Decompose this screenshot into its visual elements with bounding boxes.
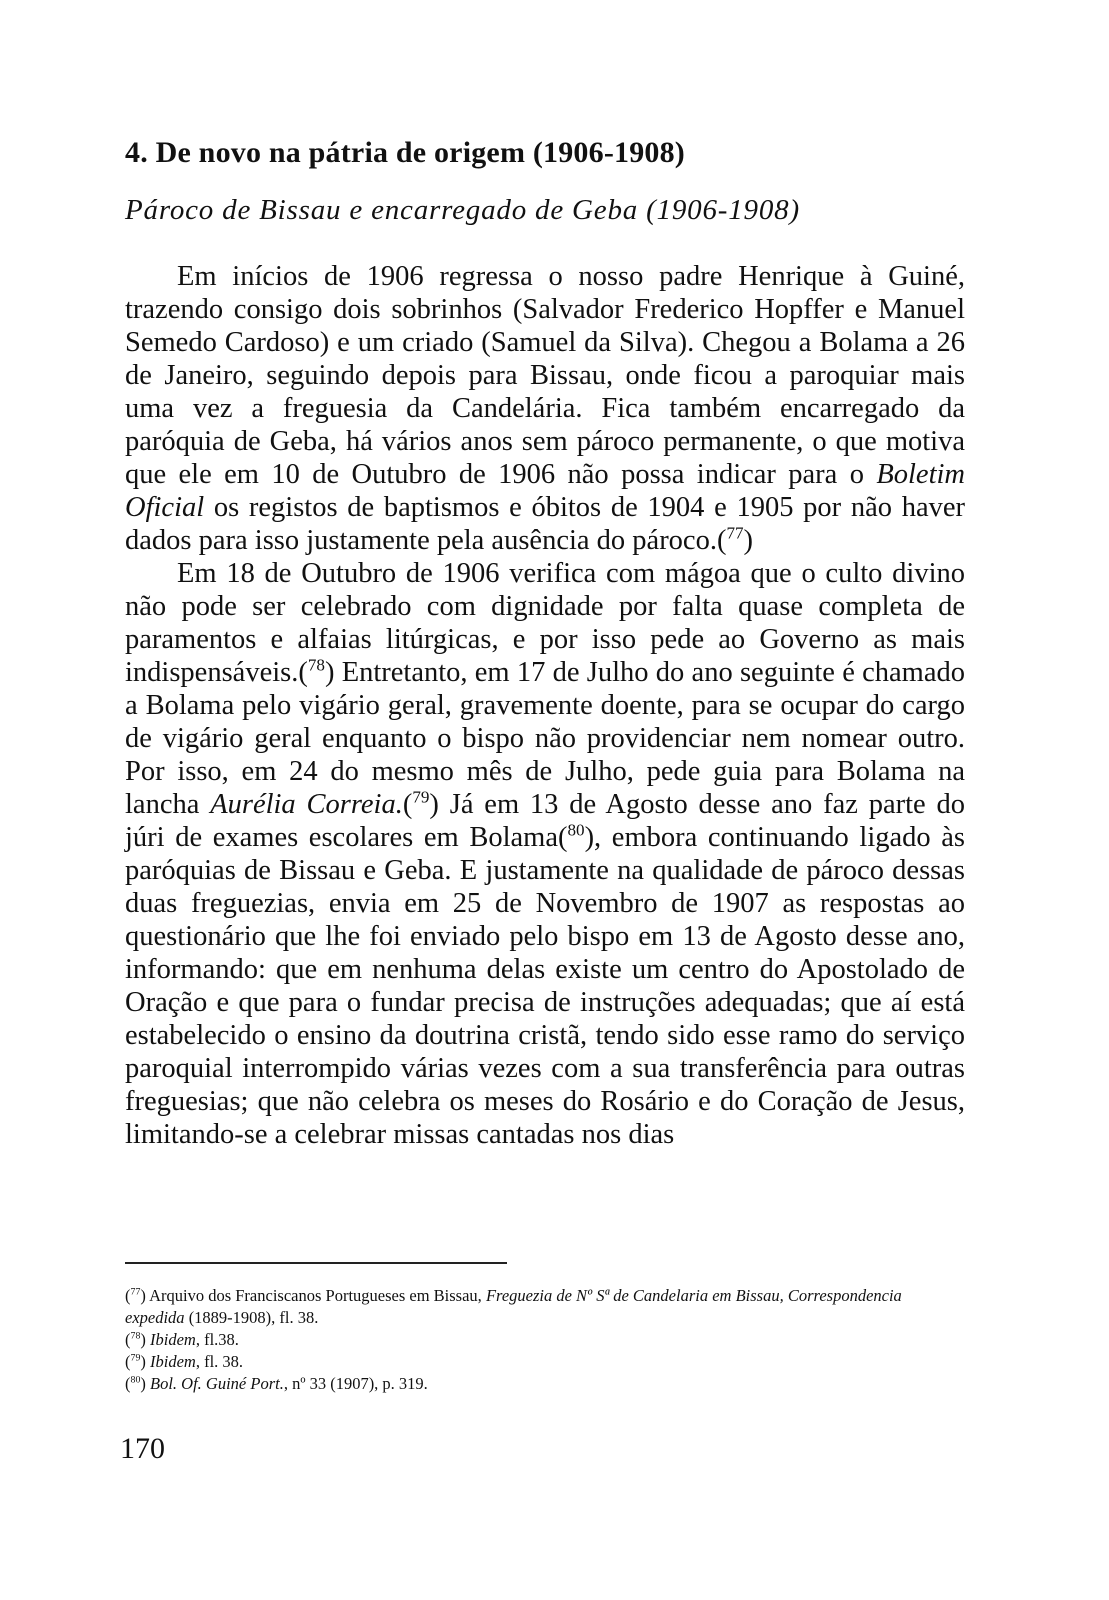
paragraph-2-text-4: ) Já em 13 de Agosto desse ano faz parte do júri de exames escolares em Bolama(	[125, 789, 965, 853]
footnote-79-number: 79	[130, 1352, 141, 1364]
paragraph-2	[125, 557, 965, 1151]
paragraph-2-text-2: ) Entretanto, em 17 de Julho do ano seguinte é chamado a Bolama pelo vigário geral, gravemente doente, para se ocupar do cargo de vigário geral enquanto o bispo não providenciar nem nomear outro. Por isso, em 24 do mesmo mês de Julho, pede guia para Bolama na lancha	[125, 657, 965, 820]
footnote-77: ($^{77}$) Arquivo dos Franciscanos Portugueses em Bissau, Freguezia de Nº Sª de Candelaria em Bissau, Correspondencia expedida (1889-1908), fl. 38.	[125, 1286, 902, 1327]
footnote-80-number: 80	[130, 1374, 141, 1386]
paragraph-2-italic-1: Aurélia Correia.	[210, 789, 403, 820]
footnote-79-italic: Ibidem	[150, 1352, 196, 1371]
paragraph-2-text-1: Em 18 de Outubro de 1906 verifica com mágoa que o culto divino não pode ser celebrado com dignidade por falta quase completa de paramentos e alfaias litúrgicas, e por isso pede ao Governo as mais indispensáveis.(	[125, 558, 965, 688]
footnote-77-italic: Freguezia de Nº Sª de Candelaria em Bissau, Correspondencia expedida	[125, 1286, 902, 1327]
footnote-78: ($^{78}$) Ibidem, fl.38.	[125, 1330, 239, 1349]
page-number: 170	[120, 1432, 165, 1465]
paragraph-1-italic-1: Boletim Oficial	[125, 459, 965, 523]
footnote-80-italic: Bol. Of. Guiné Port.	[150, 1374, 284, 1393]
footnote-78-number: 78	[130, 1330, 141, 1342]
footnotes	[125, 1285, 965, 1395]
footnote-ref-77: 77	[726, 523, 744, 543]
paragraph-1-text-2: os registos de baptismos e óbitos de 1904 e 1905 por não haver dados para isso justamente pela ausência do pároco.(	[125, 492, 965, 556]
footnote-80-text: , nº 33 (1907), p. 319.	[283, 1374, 428, 1393]
paragraph-1	[125, 260, 965, 557]
footnote-78-text: , fl.38.	[195, 1330, 239, 1349]
footnote-79-text: , fl. 38.	[195, 1352, 244, 1371]
paragraph-1-text-3: )	[743, 525, 754, 556]
footnote-79: ($^{79}$) Ibidem, fl. 38.	[125, 1352, 244, 1371]
footnote-77-text-2: (1889-1908), fl. 38.	[184, 1308, 319, 1327]
footnote-ref-80: 80	[567, 820, 585, 840]
section-heading: 4. De novo na pátria de origem (1906-1908)	[125, 136, 686, 169]
footnote-78-italic: Ibidem	[150, 1330, 196, 1349]
footnote-ref-78: 78	[307, 655, 325, 675]
footnote-80: ($^{80}$) Bol. Of. Guiné Port., nº 33 (1907), p. 319.	[125, 1374, 428, 1393]
body-text	[125, 260, 965, 1151]
footnote-ref-79: 79	[412, 787, 430, 807]
paragraph-2-text-3: (	[402, 789, 413, 820]
footnote-77-number: 77	[130, 1286, 141, 1298]
paragraph-2-text-5: ), embora continuando ligado às paróquias de Bissau e Geba. E justamente na qualidade de pároco dessas duas freguezias, envia em 25 de Novembro de 1907 as respostas ao questionário que lhe foi enviado pelo bispo em 13 de Agosto desse ano, informando: que em nenhuma delas existe um centro do Apostolado de Oração e que para o fundar precisa de instruções adequadas; que aí está estabelecido o ensino da doutrina cristã, tendo sido esse ramo do serviço paroquial interrompido várias vezes com a sua transferência para outras freguesias; que não celebra os meses do Rosário e do Coração de Jesus, limitando-se a celebrar missas cantadas nos dias	[125, 822, 965, 1150]
footnote-separator	[125, 1262, 507, 1264]
section-subheading: Pároco de Bissau e encarregado de Geba (1906-1908)	[125, 194, 800, 226]
paragraph-1-text-1: Em inícios de 1906 regressa o nosso padre Henrique à Guiné, trazendo consigo dois sobrinhos (Salvador Frederico Hopffer e Manuel Semedo Cardoso) e um criado (Samuel da Silva). Chegou a Bolama a 26 de Janeiro, seguindo depois para Bissau, onde ficou a paroquiar mais uma vez a freguesia da Candelária. Fica também encarregado da paróquia de Geba, há vários anos sem pároco permanente, o que motiva que ele em 10 de Outubro de 1906 não possa indicar para o	[125, 261, 965, 490]
footnote-77-text-1: Arquivo dos Franciscanos Portugueses em Bissau,	[145, 1286, 486, 1305]
